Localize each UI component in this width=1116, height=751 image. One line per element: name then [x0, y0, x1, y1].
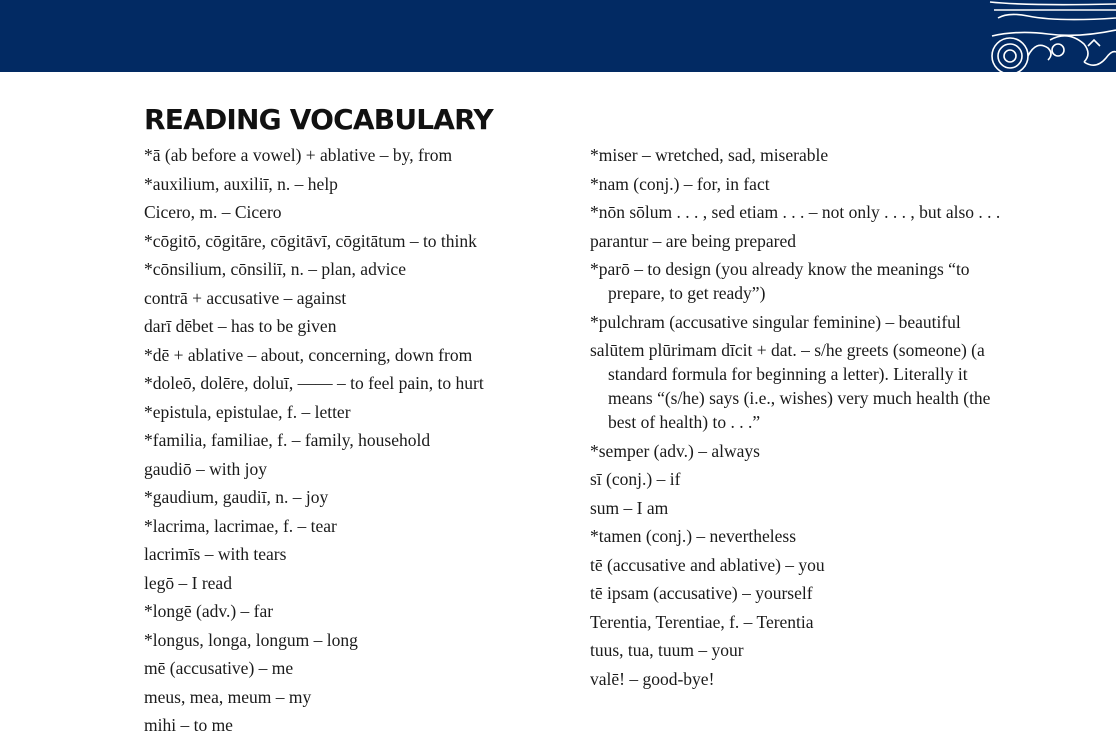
vocabulary-entry: *auxilium, auxiliī, n. – help — [144, 173, 338, 194]
ionic-capital-icon — [988, 0, 1116, 72]
vocabulary-entry: salūtem plūrimam dīcit + dat. – s/he greets (someone) (a standard formula for beginning a letter). Literally it means “(s/he) says (i.e., wishes) very much health (the best of health) to . . .” — [590, 340, 991, 432]
vocabulary-entry: *cōgitō, cōgitāre, cōgitāvī, cōgitātum – to think — [144, 230, 477, 251]
vocabulary-entry: *longē (adv.) – far — [144, 601, 274, 621]
vocabulary-entry: *nam (conj.) – for, in fact — [590, 173, 770, 194]
vocabulary-entry: Terentia, Terentiae, f. – Terentia — [590, 611, 814, 632]
vocabulary-entry: contrā + accusative – against — [144, 287, 347, 308]
vocabulary-entry: *semper (adv.) – always — [590, 440, 760, 461]
vocabulary-entry: meus, mea, meum – my — [144, 686, 312, 707]
page-title: READING VOCABULARY — [144, 103, 493, 136]
vocabulary-list-left — [144, 143, 544, 742]
vocabulary-entry: *miser – wretched, sad, miserable — [590, 145, 829, 165]
vocabulary-entry: legō – I read — [144, 572, 232, 593]
vocabulary-entry: *gaudium, gaudiī, n. – joy — [144, 487, 329, 507]
header-band — [0, 0, 1116, 72]
vocabulary-entry: parantur – are being prepared — [590, 230, 797, 251]
vocabulary-entry: *cōnsilium, cōnsiliī, n. – plan, advice — [144, 259, 406, 279]
vocabulary-entry: mē (accusative) – me — [144, 658, 294, 678]
vocabulary-entry: mihi – to me — [144, 715, 233, 735]
vocabulary-entry: *longus, longa, longum – long — [144, 629, 358, 650]
vocabulary-entry: sī (conj.) – if — [590, 469, 681, 489]
vocabulary-entry: *nōn sōlum . . . , sed etiam . . . – not only . . . , but also . . . — [590, 202, 1001, 222]
vocabulary-entry: *dē + ablative – about, concerning, down from — [144, 344, 473, 365]
vocabulary-entry: sum – I am — [590, 497, 669, 518]
vocabulary-entry: *familia, familiae, f. – family, household — [144, 430, 431, 450]
vocabulary-entry: *doleō, dolēre, doluī, —— – to feel pain, to hurt — [144, 373, 484, 393]
vocabulary-list-right — [590, 143, 1010, 695]
vocabulary-entry: *ā (ab before a vowel) + ablative – by, from — [144, 145, 453, 165]
vocabulary-entry: *pulchram (accusative singular feminine) – beautiful — [590, 311, 961, 332]
vocabulary-entry: valē! – good-bye! — [590, 668, 715, 689]
vocabulary-entry: tē (accusative and ablative) – you — [590, 554, 825, 575]
vocabulary-entry: gaudiō – with joy — [144, 458, 267, 479]
vocabulary-entry: darī dēbet – has to be given — [144, 316, 337, 336]
vocabulary-entry: *parō – to design (you already know the meanings “to prepare, to get ready”) — [590, 259, 970, 303]
vocabulary-entry: lacrimīs – with tears — [144, 544, 287, 564]
vocabulary-entry: Cicero, m. – Cicero — [144, 202, 282, 222]
vocabulary-entry: *tamen (conj.) – nevertheless — [590, 526, 797, 546]
vocabulary-entry: tē ipsam (accusative) – yourself — [590, 583, 813, 603]
vocabulary-entry: *lacrima, lacrimae, f. – tear — [144, 515, 337, 536]
vocabulary-entry: *epistula, epistulae, f. – letter — [144, 401, 351, 422]
vocabulary-entry: tuus, tua, tuum – your — [590, 640, 744, 660]
